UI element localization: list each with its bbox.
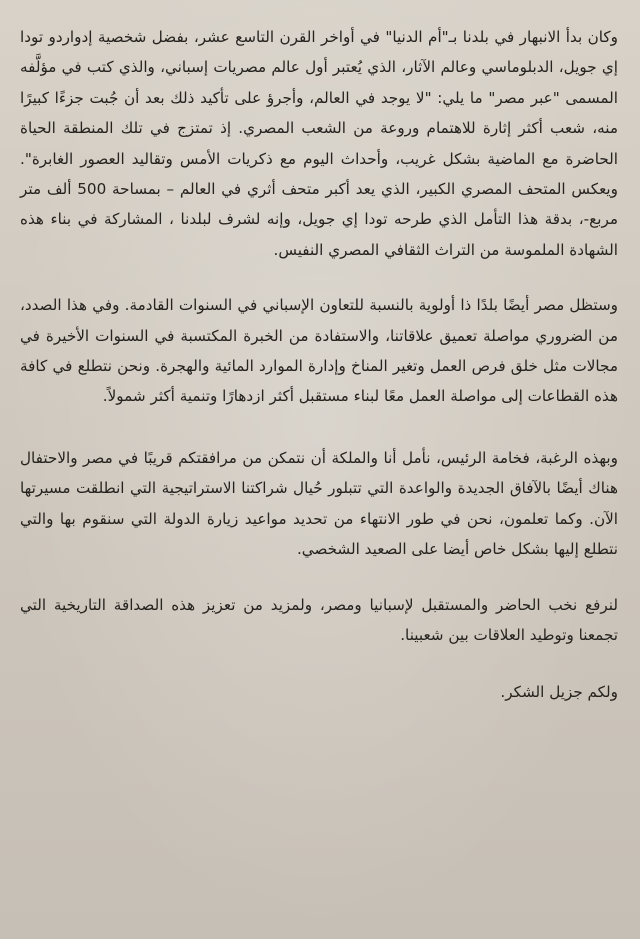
paragraph-toast: لنرفع نخب الحاضر والمستقبل لإسبانيا ومصر، ولمزيد من تعزيز هذه الصداقة التاريخية التي تجمعنا وتوطيد العلاقات بين شعبينا. — [20, 595, 618, 644]
paragraph-thanks: ولكم جزيل الشكر. — [500, 683, 618, 702]
paragraph-egypt-fascination: وكان بدأ الانبهار في بلدنا بـ"أم الدنيا" في أواخر القرن التاسع عشر، بفضل شخصية إدواردو تودا إي جويل، الدبلوماسي وعالم الآثار، الذي يُعتبر أول عالم مصريات إسباني، والذي كتب في مؤلَّفه المسمى "عبر مصر" ما يلي: "لا يوجد في العالم، وأجرؤ على تأكيد ذلك بعد أن جُبت جزءًا كبيرًا منه، شعب أكثر إثارة للاهتمام وروعة من الشعب المصري. إذ تمتزج في تلك المنطقة الحياة الحاضرة مع الماضية بشكل غريب، وأحداث اليوم مع ذكريات الأمس وتقاليد العصور الغابرة". ويعكس المتحف المصري الكبير، الذي يعد أكبر متحف أثري في العالم – بمساحة 500 ألف متر مربع-، بدقة هذا التأمل الذي طرحه تودا إي جويل، وإنه لشرف لبلدنا ، المشاركة في بناء هذه الشهادة الملموسة من التراث الثقافي المصري النفيس. — [20, 28, 618, 259]
paragraph-cooperation: وستظل مصر أيضًا بلدًا ذا أولوية بالنسبة للتعاون الإسباني في السنوات القادمة. وفي هذا الصدد، من الضروري مواصلة تعميق علاقاتنا، والاستفادة من الخبرة المكتسبة في السنوات الأخيرة في مجالات مثل خلق فرص العمل وتغير المناخ وإدارة الموارد المائية والهجرة. ونحن نتطلع في كافة هذه القطاعات إلى مواصلة العمل معًا لبناء مستقبل أكثر ازدهارًا وتنمية أكثر شمولاً. — [20, 296, 618, 406]
letter-body — [20, 22, 618, 708]
paragraph-visit: وبهذه الرغبة، فخامة الرئيس، نأمل أنا والملكة أن نتمكن من مرافقتكم قريبًا في مصر والاحتفال هناك أيضًا بالآفاق الجديدة والواعدة التي تتبلور حُيال شراكتنا الاستراتيجية التي انطلقت مسيرتها الآن. وكما تعلمون، نحن في طور الانتهاء من تحديد مواعيد زيارة الدولة التي سنقوم بها والتي نتطلع إليها بشكل خاص أيضا على الصعيد الشخصي. — [20, 448, 618, 559]
